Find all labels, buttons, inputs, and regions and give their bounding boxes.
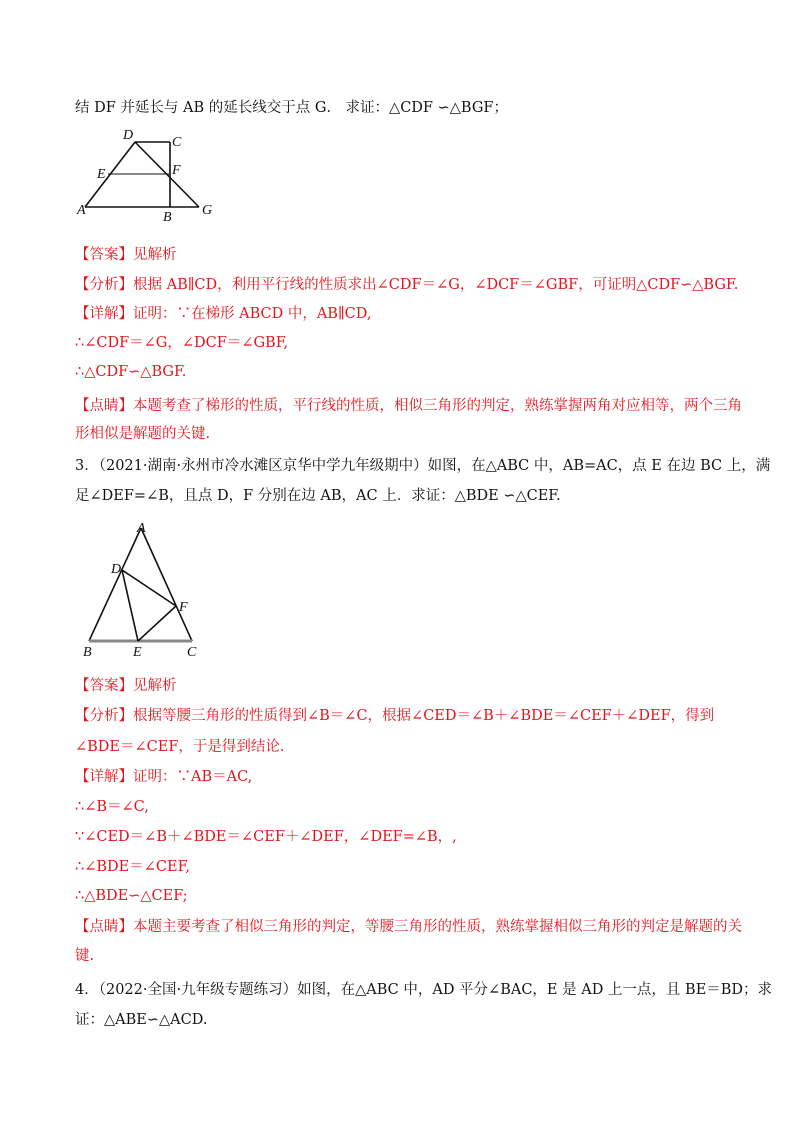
detail-3-line2: ∴∠B＝∠C, — [75, 799, 149, 815]
problem3-text-line1: 3．（2021·湖南·永州市冷水滩区京华中学九年级期中）如图，在△ABC 中，AB=AC，点 E 在边 BC 上，满 — [75, 458, 771, 474]
label-D: D — [111, 562, 122, 577]
label-D: D — [123, 128, 134, 143]
answer-2: 【答案】见解析 — [75, 247, 177, 263]
trapezoid-figure — [72, 124, 232, 224]
isosceles-triangle-figure — [75, 518, 210, 660]
comment-3-line2: 键. — [75, 948, 95, 964]
analysis-2: 【分析】根据 AB∥CD，利用平行线的性质求出∠CDF＝∠G，∠DCF＝∠GBF，可证明△CDF∽△BGF. — [75, 277, 739, 293]
label-A: A — [137, 521, 146, 536]
analysis-3-line1: 【分析】根据等腰三角形的性质得到∠B＝∠C，根据∠CED＝∠B＋∠BDE＝∠CEF＋∠DEF，得到 — [75, 708, 715, 724]
comment-2-line2: 形相似是解题的关键. — [75, 426, 211, 442]
answer-3: 【答案】见解析 — [75, 678, 177, 694]
label-G: G — [202, 203, 213, 218]
label-F: F — [179, 600, 188, 615]
detail-3-line5: ∴△BDE∽△CEF; — [75, 888, 188, 904]
label-F: F — [172, 163, 181, 178]
detail-2-line2: ∴∠CDF＝∠G，∠DCF＝∠GBF, — [75, 335, 289, 351]
problem4-text-line2: 证：△ABE∽△ACD. — [75, 1012, 208, 1028]
detail-3-line3: ∵∠CED＝∠B＋∠BDE＝∠CEF＋∠DEF，∠DEF=∠B，, — [75, 829, 457, 845]
label-A: A — [77, 203, 86, 218]
label-C: C — [187, 645, 197, 660]
detail-2-line1: 【详解】证明：∵在梯形 ABCD 中，AB∥CD, — [75, 306, 372, 322]
detail-3-line1: 【详解】证明：∵AB＝AC, — [75, 769, 253, 785]
problem4-text-line1: 4．（2022·全国·九年级专题练习）如图，在△ABC 中，AD 平分∠BAC，E 是 AD 上一点，且 BE＝BD；求 — [75, 982, 773, 998]
label-C: C — [172, 135, 182, 150]
label-B: B — [163, 210, 172, 224]
problem3-text-line2: 足∠DEF=∠B，且点 D，F 分别在边 AB，AC 上．求证：△BDE ∽△CEF. — [75, 488, 561, 504]
comment-2-line1: 【点睛】本题考查了梯形的性质，平行线的性质，相似三角形的判定，熟练掌握两角对应相等，两个三角 — [75, 398, 742, 414]
problem2-intro: 结 DF 并延长与 AB 的延长线交于点 G． 求证：△CDF ∽△BGF； — [75, 100, 508, 116]
detail-3-line4: ∴∠BDE＝∠CEF, — [75, 859, 190, 875]
label-B: B — [83, 645, 92, 660]
detail-2-line3: ∴△CDF∽△BGF. — [75, 364, 187, 380]
label-E: E — [97, 167, 106, 182]
comment-3-line1: 【点睛】本题主要考查了相似三角形的判定，等腰三角形的性质，熟练掌握相似三角形的判定是解题的关 — [75, 919, 742, 935]
analysis-3-line2: ∠BDE＝∠CEF，于是得到结论. — [75, 739, 285, 755]
label-E: E — [133, 645, 142, 660]
